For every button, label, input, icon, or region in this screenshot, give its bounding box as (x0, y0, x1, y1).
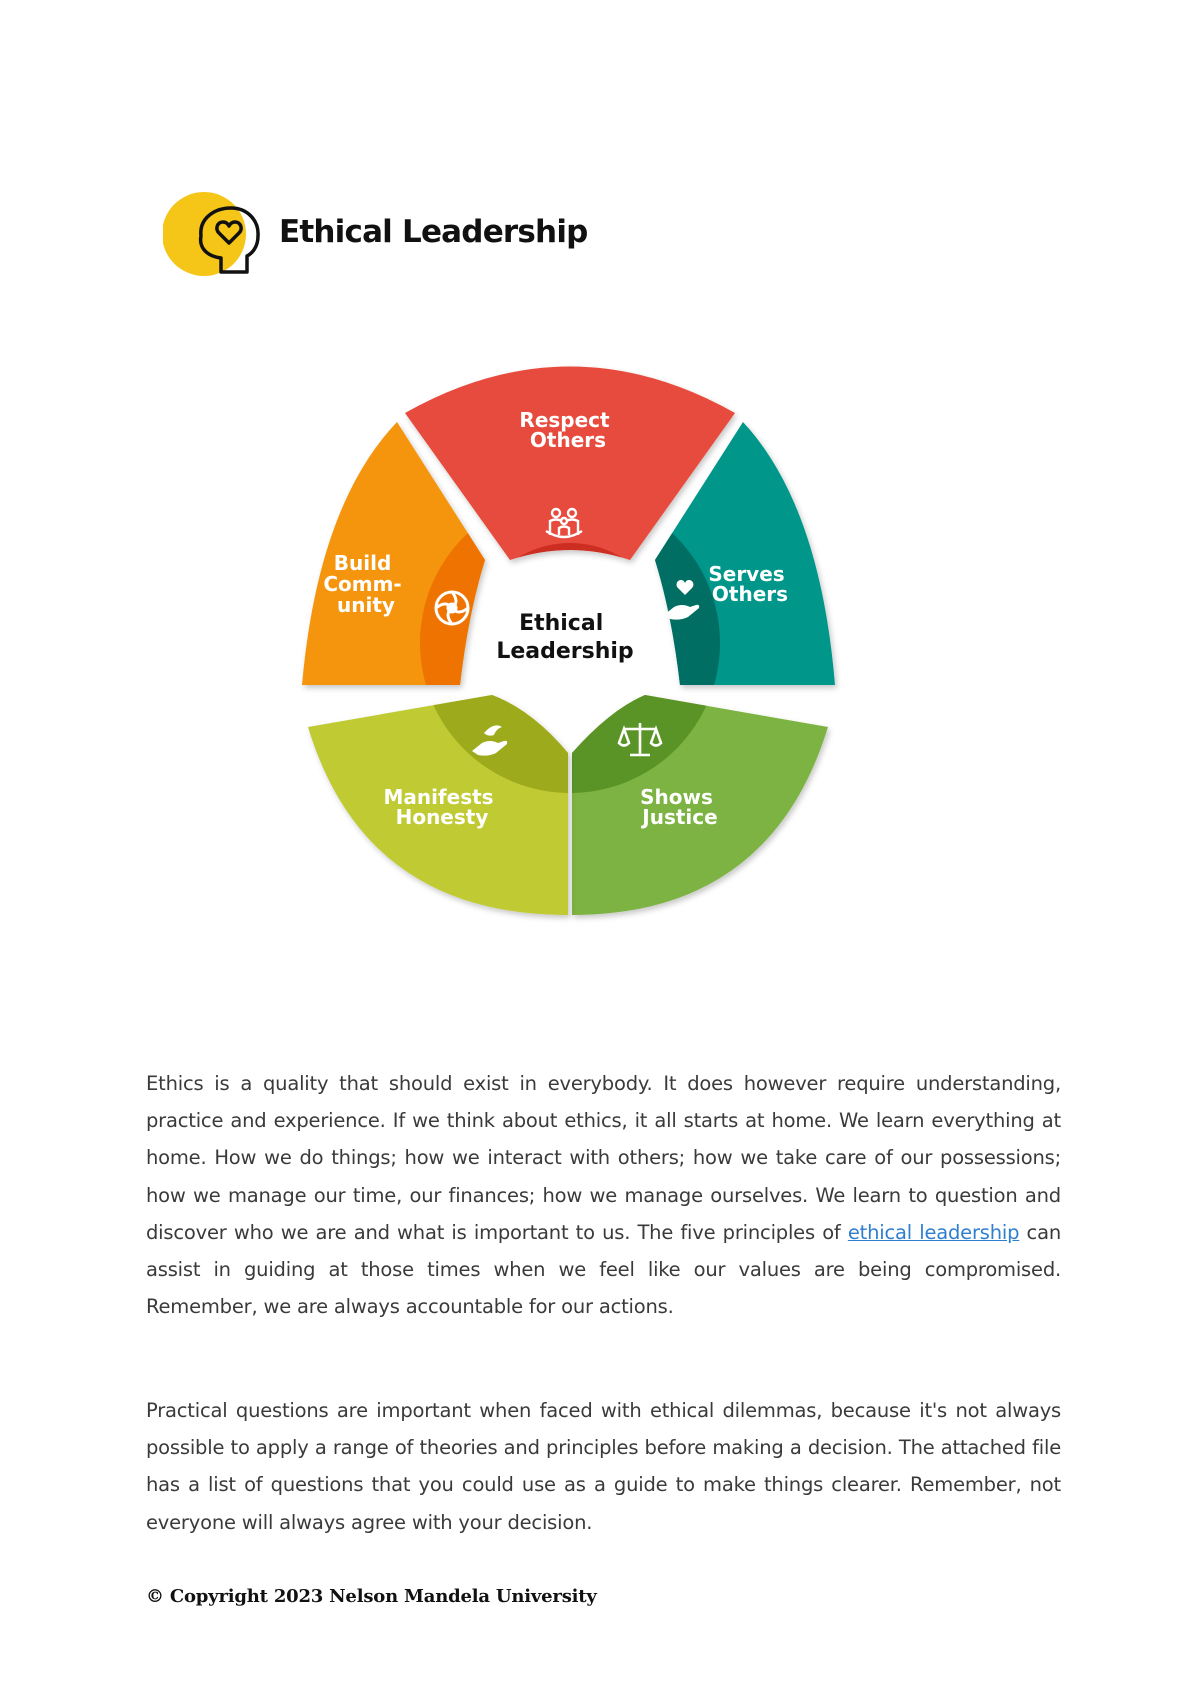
page-title: Ethical Leadership (279, 214, 588, 250)
ethical-leadership-link[interactable]: ethical leadership (847, 1220, 1020, 1244)
head-heart-icon (163, 190, 263, 280)
center-label-line-1: Ethical (519, 611, 604, 636)
para1-text-start: Ethics is a quality that should exist in everybody. It does however require understanding, practice and experience. If we think about ethics, it all starts at home. We learn everything at home. How we do things; how we interact with others; how we take care of our possessions; how we manage our time, our finances; how we manage ourselves. We learn to question and discover who we are and what is important to us. The five principles of (146, 1072, 1061, 1244)
ethical-leadership-diagram (270, 355, 870, 940)
page-header (163, 190, 603, 280)
body-paragraph-2: Practical questions are important when faced with ethical dilemmas, because it's not always possible to apply a range of theories and principles before making a decision. The attached file has a list of questions that you could use as a guide to make things clearer. Remember, not everyone will always agree with your decision. (146, 1399, 1061, 1534)
center-label (496, 611, 633, 664)
body-paragraph-1 (146, 1065, 1061, 1325)
label-build-community: Build Comm- unity (323, 551, 402, 617)
copyright-footer: © Copyright 2023 Nelson Mandela University (146, 1586, 597, 1607)
label-shows-justice: Shows Justice (640, 785, 718, 829)
diagram-svg (270, 355, 870, 940)
para1-text-end: can assist in guiding at those times when we feel like our values are being compromised. Remember, we are always accountable for our actions. (146, 1220, 1061, 1319)
center-label-line-2: Leadership (496, 639, 634, 664)
label-respect-others: Respect Others (519, 408, 610, 452)
label-serves-others: Serves Others (708, 562, 789, 606)
label-manifests-honesty: Manifests Honesty (383, 785, 494, 829)
